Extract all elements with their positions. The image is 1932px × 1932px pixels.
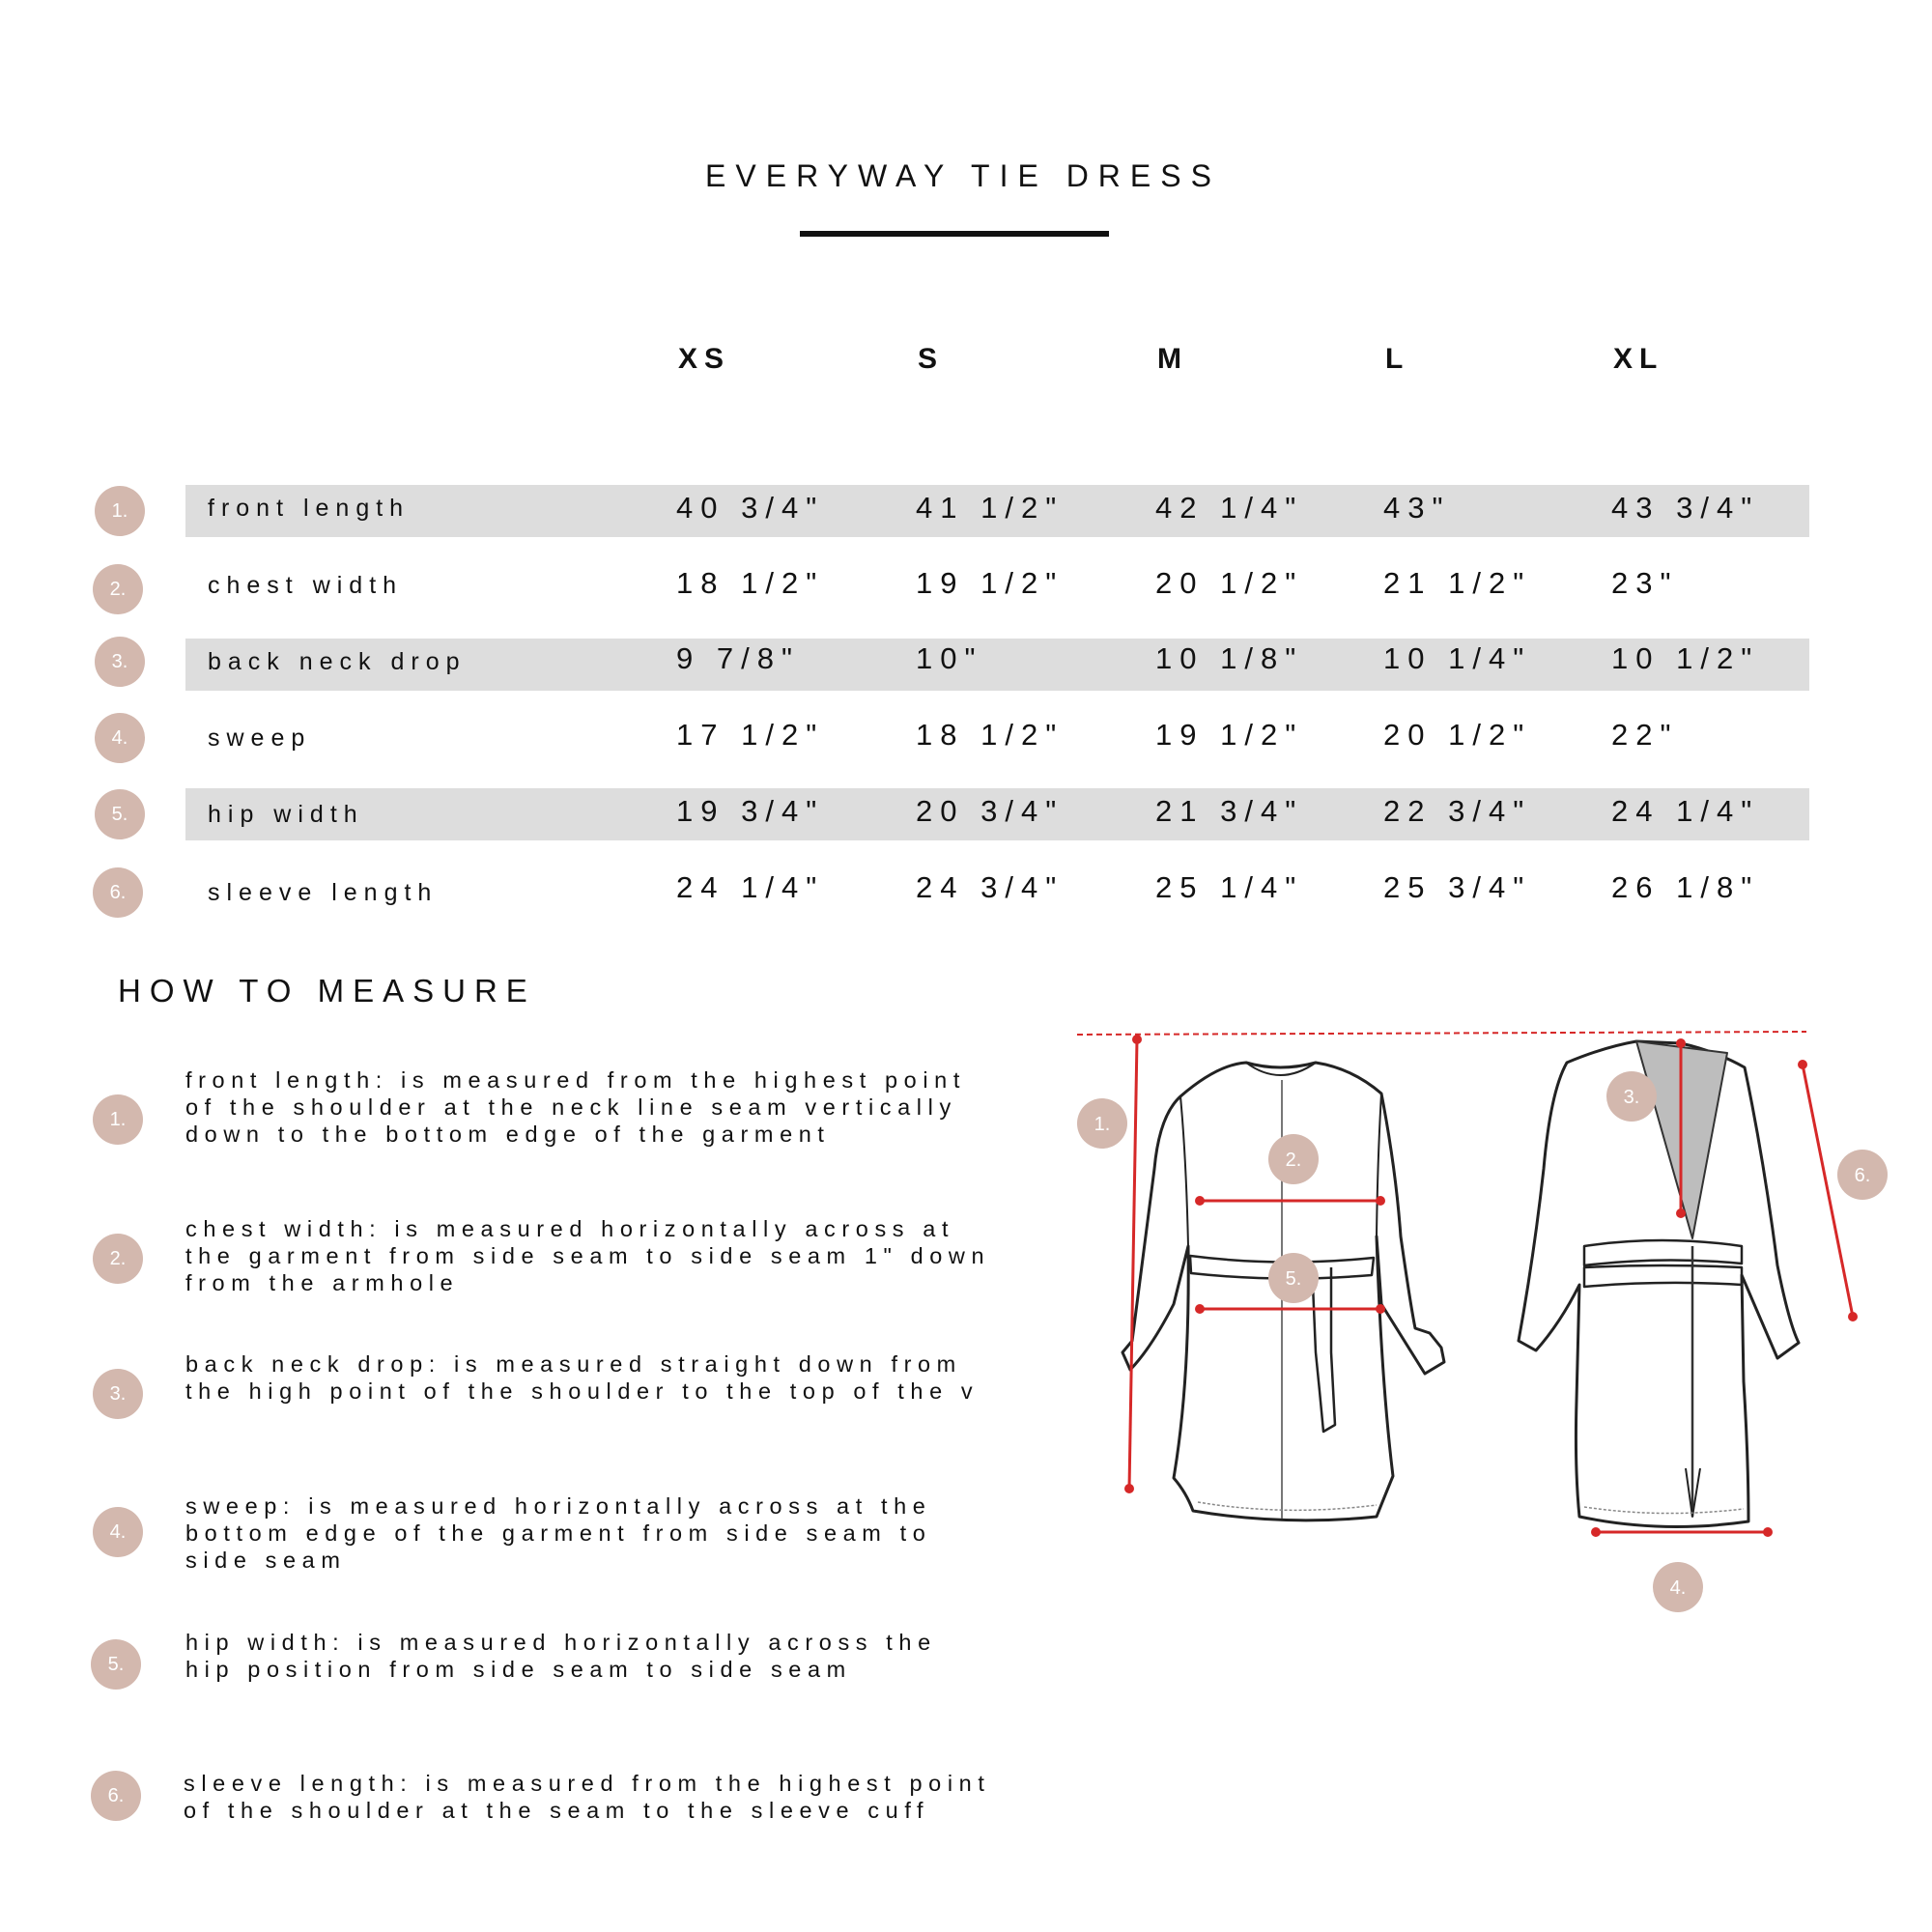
table-cell: 21 1/2" [1383,566,1532,600]
size-header-xl: XL [1613,343,1664,375]
table-cell: 10" [916,641,983,675]
table-cell: 43 3/4" [1611,491,1760,525]
diagram-marker-6: 6. [1854,1165,1871,1186]
table-cell: 40 3/4" [676,491,825,525]
instruction-sleeve-length: sleeve length: is measured from the highest point of the shoulder at the seam to the sleeve cuff [184,1771,991,1823]
instruction-back-neck-drop: back neck drop: is measured straight down from the high point of the shoulder to the top of the v [185,1351,980,1404]
table-cell: 9 7/8" [676,641,800,675]
table-cell: 24 1/4" [1611,794,1760,828]
table-cell: 43" [1383,491,1451,525]
measurement-diagram [1063,1014,1932,1690]
table-cell: 10 1/8" [1155,641,1304,675]
table-cell: 20 1/2" [1383,718,1532,752]
table-cell: 41 1/2" [916,491,1065,525]
table-cell: 18 1/2" [676,566,825,600]
table-cell: 10 1/4" [1383,641,1532,675]
table-cell: 20 3/4" [916,794,1065,828]
instruction-number-badge: 1. [93,1094,143,1145]
table-cell: 21 3/4" [1155,794,1304,828]
table-cell: 20 1/2" [1155,566,1304,600]
table-cell: 22 3/4" [1383,794,1532,828]
row-number-badge: 3. [95,637,145,687]
table-cell: 26 1/8" [1611,870,1760,904]
row-label-sleeve-length: sleeve length [208,879,439,906]
size-header-l: L [1385,343,1410,375]
instruction-number-badge: 3. [93,1369,143,1419]
table-cell: 19 1/2" [916,566,1065,600]
instruction-number-badge: 4. [93,1507,143,1557]
instruction-sweep: sweep: is measured horizontally across at the bottom edge of the garment from side seam to side seam [185,1493,932,1573]
page-title: EVERYWAY TIE DRESS [705,158,1221,193]
diagram-marker-1: 1. [1094,1114,1111,1135]
table-cell: 24 3/4" [916,870,1065,904]
size-header-s: S [918,343,945,375]
instruction-number-badge: 5. [91,1639,141,1690]
instruction-hip-width: hip width: is measured horizontally across the hip position from side seam to side seam [185,1630,937,1682]
diagram-marker-4: 4. [1669,1577,1687,1599]
instruction-number-badge: 6. [91,1771,141,1821]
diagram-marker-5: 5. [1285,1268,1302,1290]
diagram-marker-2: 2. [1285,1150,1302,1171]
table-cell: 23" [1611,566,1679,600]
table-cell: 17 1/2" [676,718,825,752]
table-cell: 42 1/4" [1155,491,1304,525]
table-cell: 18 1/2" [916,718,1065,752]
table-cell: 22" [1611,718,1679,752]
table-cell: 19 3/4" [676,794,825,828]
table-cell: 10 1/2" [1611,641,1760,675]
size-header-xs: XS [678,343,731,375]
table-cell: 25 3/4" [1383,870,1532,904]
row-label-chest-width: chest width [208,572,404,599]
row-number-badge: 5. [95,789,145,839]
how-to-measure-heading: HOW TO MEASURE [118,973,536,1009]
diagram-marker-3: 3. [1623,1087,1640,1108]
row-number-badge: 6. [93,867,143,918]
row-label-hip-width: hip width [208,801,364,828]
row-number-badge: 4. [95,713,145,763]
instruction-number-badge: 2. [93,1234,143,1284]
instruction-front-length: front length: is measured from the highest point of the shoulder at the neck line seam vertically down to the bottom edge of the garment [185,1067,966,1147]
title-underline [800,231,1109,237]
table-cell: 19 1/2" [1155,718,1304,752]
table-cell: 24 1/4" [676,870,825,904]
instruction-chest-width: chest width: is measured horizontally across at the garment from side seam to side seam 1" down from the armhole [185,1216,991,1295]
table-cell: 25 1/4" [1155,870,1304,904]
row-label-back-neck-drop: back neck drop [208,648,467,675]
row-label-front-length: front length [208,495,411,522]
row-number-badge: 2. [93,564,143,614]
row-label-sweep: sweep [208,724,312,752]
size-header-m: M [1157,343,1188,375]
back-dress-illustration [1519,1041,1799,1526]
row-number-badge: 1. [95,486,145,536]
